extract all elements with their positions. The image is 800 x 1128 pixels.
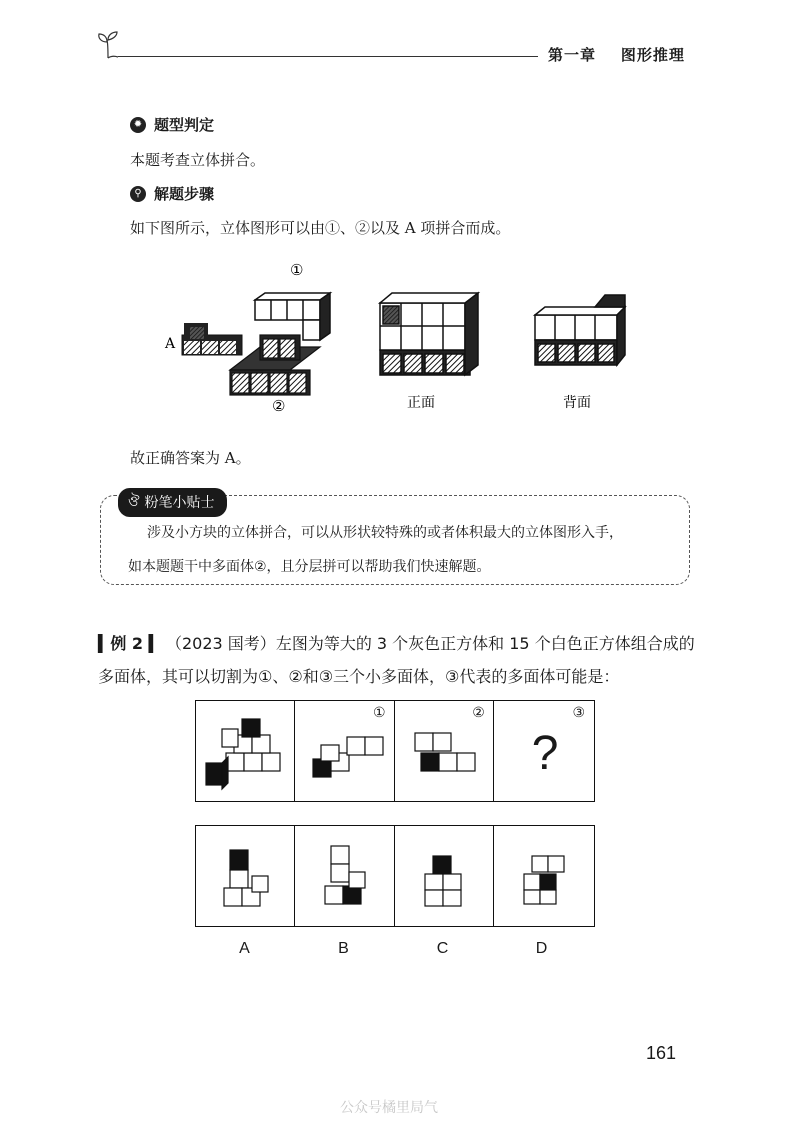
cell-number-1: ① (372, 705, 386, 721)
example-text: 左图为等大的 3 个灰色正方体和 15 个白色正方体组合成的多面体，其可以切割为①、②和③三个小多面体，③代表的多面体可能是： (98, 634, 695, 686)
caption-back: 背面 (563, 395, 591, 411)
piece-1 (255, 293, 330, 340)
question-cell-main (196, 701, 295, 801)
chapter-number: 第一章 (548, 46, 597, 64)
figure-label-a: A (165, 336, 176, 352)
section-steps-text: 如下图所示，立体图形可以由①、②以及 A 项拼合而成。 (130, 219, 511, 237)
conclusion-text: 故正确答案为 A。 (130, 449, 251, 467)
options-row (195, 825, 595, 927)
option-figure-b[interactable] (295, 826, 394, 926)
header-rule (118, 56, 538, 57)
caption-front: 正面 (407, 395, 435, 411)
question-cell-3 (494, 701, 593, 801)
section-type-heading (130, 114, 214, 135)
section-type-text: 本题考查立体拼合。 (130, 151, 266, 169)
option-a-polyhedron (196, 826, 295, 926)
sun-icon: ✹ (130, 117, 146, 133)
section-type-title: 题型判定 (154, 116, 215, 134)
option-label-b[interactable]: B (338, 940, 349, 957)
cube-assembly-figure (160, 255, 640, 425)
cell-number-3: ③ (572, 705, 585, 721)
chapter-header (548, 44, 685, 65)
unknown-mark: ? (531, 727, 559, 780)
option-b-polyhedron (295, 826, 394, 926)
tip-badge (118, 488, 227, 517)
cell-number-2: ② (472, 705, 485, 721)
option-figure-a[interactable] (196, 826, 295, 926)
section-steps-heading (130, 183, 214, 204)
main-polyhedron (196, 701, 295, 801)
tip-line-1: 涉及小方块的立体拼合，可以从形状较特殊的或者体积最大的立体图形入手， (147, 525, 623, 541)
example-source: （2023 国考） (166, 634, 276, 653)
option-figure-c[interactable] (395, 826, 494, 926)
figure-label-1: ① (290, 261, 304, 279)
figure-label-2: ② (272, 397, 286, 415)
piece-a (182, 323, 242, 355)
back-view (535, 295, 625, 365)
example-label: 例 2 (110, 634, 144, 653)
section-steps-title: 解题步骤 (154, 185, 215, 203)
watermark: 公众号橘里局气 (340, 1100, 438, 1116)
question-cell-1 (295, 701, 394, 801)
option-label-a[interactable]: A (239, 940, 250, 957)
piece-2 (230, 335, 320, 395)
option-labels (195, 940, 595, 958)
key-icon: ⚲ (130, 186, 146, 202)
tip-title: 粉笔小贴士 (144, 495, 215, 511)
page-number: 161 (646, 1043, 677, 1063)
example-question: ▍例 2 ▍ （2023 国考）左图为等大的 3 个灰色正方体和 15 个白色正方体组合成的多面体，其可以切割为①、②和③三个小多面体，③代表的多面体可能是： (98, 634, 695, 686)
option-label-c[interactable]: C (436, 940, 449, 957)
front-view (380, 293, 478, 375)
option-label-d[interactable]: D (535, 940, 548, 957)
sprout-icon: ঔ (128, 494, 140, 510)
chapter-title: 图形推理 (620, 46, 685, 64)
option-d-polyhedron (494, 826, 593, 926)
question-cell-2 (395, 701, 494, 801)
question-row (195, 700, 595, 802)
tip-line-2: 如本题题干中多面体②，且分层拼可以帮助我们快速解题。 (128, 559, 491, 575)
option-figure-d[interactable] (494, 826, 593, 926)
option-c-polyhedron (395, 826, 494, 926)
